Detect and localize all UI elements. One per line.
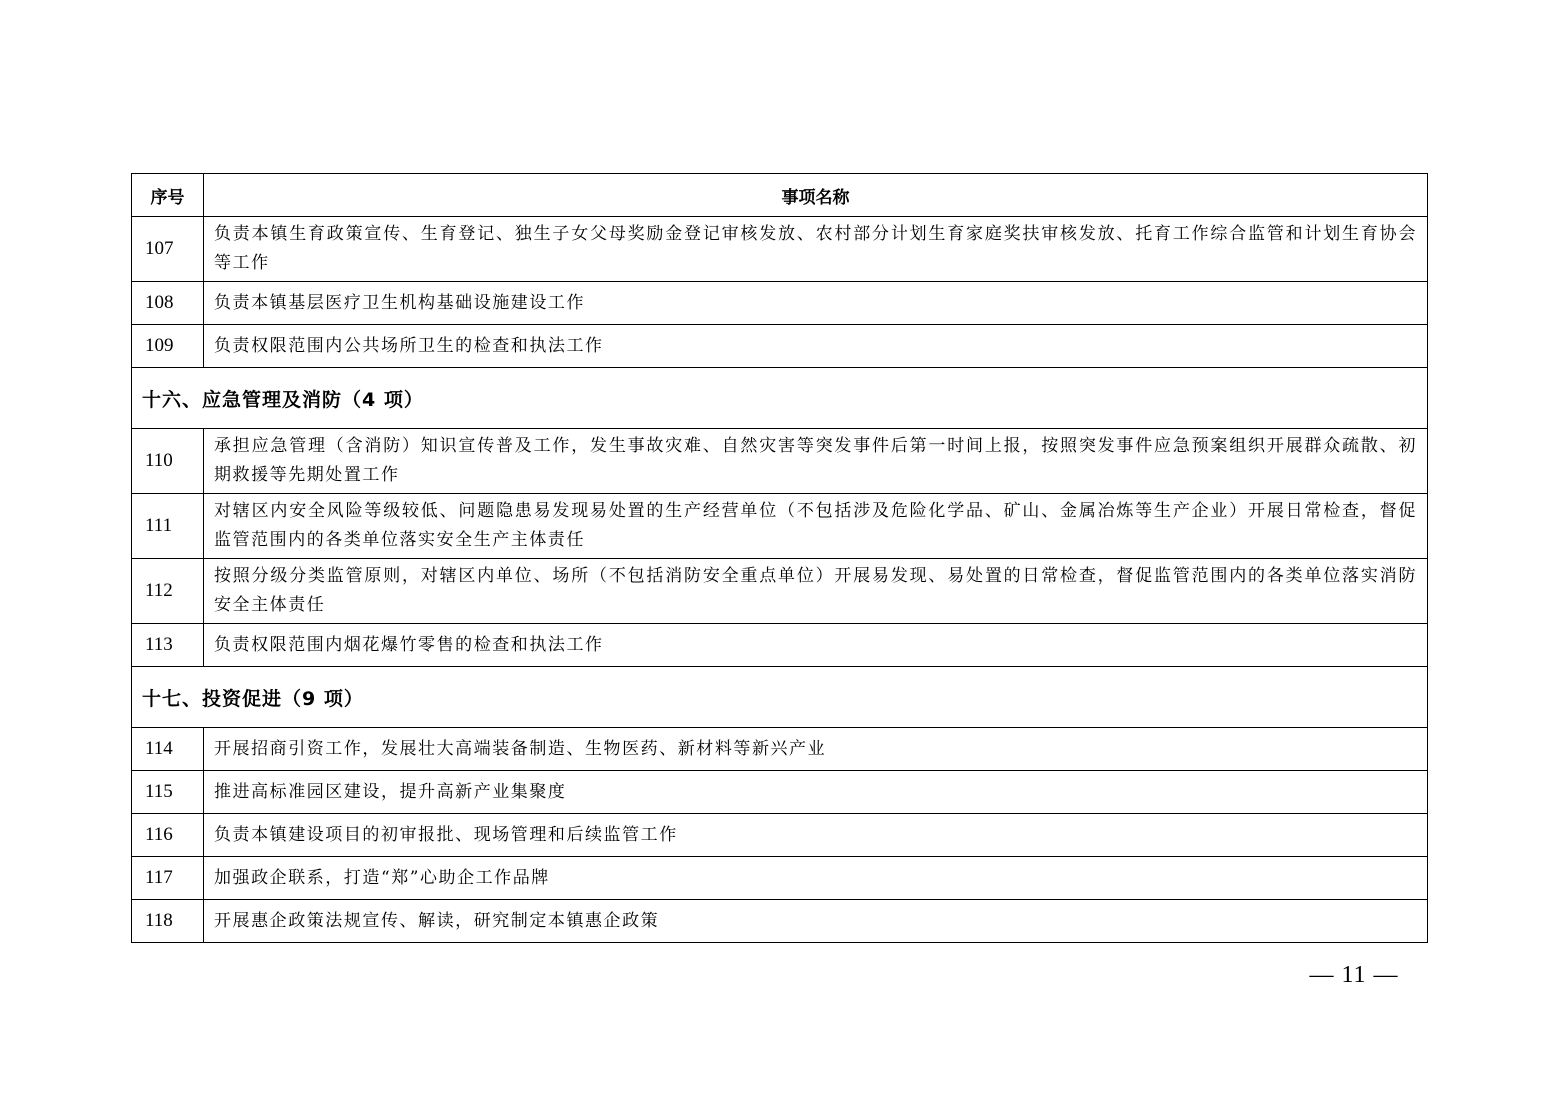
table-row xyxy=(132,857,1428,900)
section-heading-row xyxy=(132,667,1428,728)
row-matter-name: 按照分级分类监管原则，对辖区内单位、场所（不包括消防安全重点单位）开展易发现、易处置的日常检查，督促监管范围内的各类单位落实消防安全主体责任 xyxy=(204,559,1428,624)
header-matter-name: 事项名称 xyxy=(204,174,1428,217)
table-row xyxy=(132,217,1428,282)
section-heading-row xyxy=(132,368,1428,429)
row-matter-name: 负责权限范围内公共场所卫生的检查和执法工作 xyxy=(204,325,1428,368)
row-matter-name: 开展招商引资工作，发展壮大高端装备制造、生物医药、新材料等新兴产业 xyxy=(204,728,1428,771)
table-row xyxy=(132,771,1428,814)
row-number: 115 xyxy=(132,771,204,814)
row-number: 112 xyxy=(132,559,204,624)
row-number: 114 xyxy=(132,728,204,771)
row-number: 111 xyxy=(132,494,204,559)
row-matter-name: 加强政企联系，打造“郑”心助企工作品牌 xyxy=(204,857,1428,900)
section-heading: 十七、投资促进（9 项） xyxy=(132,667,1428,728)
row-matter-name: 负责本镇生育政策宣传、生育登记、独生子女父母奖励金登记审核发放、农村部分计划生育家庭奖扶审核发放、托育工作综合监管和计划生育协会等工作 xyxy=(204,217,1428,282)
table-row xyxy=(132,814,1428,857)
row-number: 117 xyxy=(132,857,204,900)
table-row xyxy=(132,624,1428,667)
table-row xyxy=(132,728,1428,771)
table-row xyxy=(132,325,1428,368)
header-serial-number: 序号 xyxy=(132,174,204,217)
row-matter-name: 对辖区内安全风险等级较低、问题隐患易发现易处置的生产经营单位（不包括涉及危险化学品、矿山、金属冶炼等生产企业）开展日常检查，督促监管范围内的各类单位落实安全生产主体责任 xyxy=(204,494,1428,559)
table-row xyxy=(132,494,1428,559)
row-number: 113 xyxy=(132,624,204,667)
table-row xyxy=(132,900,1428,943)
row-matter-name: 承担应急管理（含消防）知识宣传普及工作，发生事故灾难、自然灾害等突发事件后第一时间上报，按照突发事件应急预案组织开展群众疏散、初期救援等先期处置工作 xyxy=(204,429,1428,494)
table-header-row xyxy=(132,174,1428,217)
table-row xyxy=(132,559,1428,624)
row-number: 110 xyxy=(132,429,204,494)
row-matter-name: 负责本镇建设项目的初审报批、现场管理和后续监管工作 xyxy=(204,814,1428,857)
row-matter-name: 开展惠企政策法规宣传、解读，研究制定本镇惠企政策 xyxy=(204,900,1428,943)
row-number: 118 xyxy=(132,900,204,943)
section-heading: 十六、应急管理及消防（4 项） xyxy=(132,368,1428,429)
table-row xyxy=(132,282,1428,325)
row-matter-name: 推进高标准园区建设，提升高新产业集聚度 xyxy=(204,771,1428,814)
row-number: 108 xyxy=(132,282,204,325)
row-matter-name: 负责权限范围内烟花爆竹零售的检查和执法工作 xyxy=(204,624,1428,667)
row-number: 109 xyxy=(132,325,204,368)
page-number: — 11 — xyxy=(1309,962,1399,988)
matters-table xyxy=(131,173,1428,943)
row-number: 116 xyxy=(132,814,204,857)
row-number: 107 xyxy=(132,217,204,282)
row-matter-name: 负责本镇基层医疗卫生机构基础设施建设工作 xyxy=(204,282,1428,325)
table-row xyxy=(132,429,1428,494)
